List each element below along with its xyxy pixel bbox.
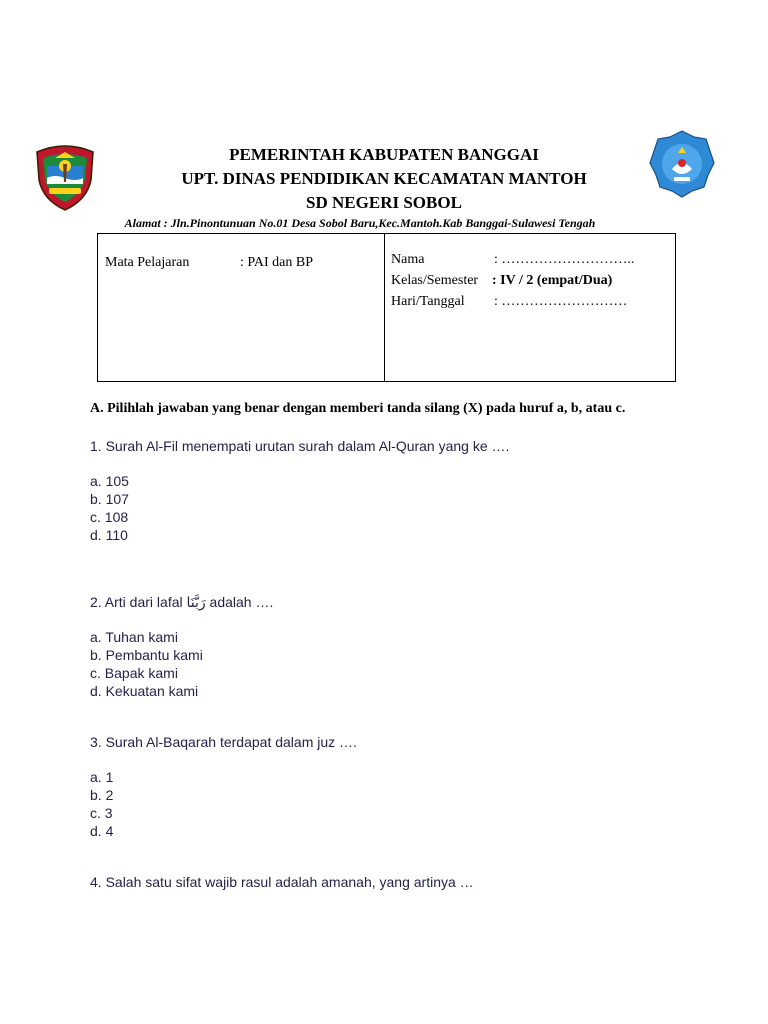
subject-label: Mata Pelajaran (105, 255, 190, 270)
date-field[interactable]: : ……………………… (494, 294, 628, 309)
school-address: Alamat : Jln.Pinontunuan No.01 Desa Sobol Baru,Kec.Mantoh.Kab Banggai-Sulawesi Tengah (124, 216, 596, 230)
question-2-option-d[interactable]: d. Kekuatan kami (90, 683, 199, 699)
question-3-option-b[interactable]: b. 2 (90, 787, 114, 803)
question-2-option-c[interactable]: c. Bapak kami (90, 665, 178, 681)
question-1: 1. Surah Al-Fil menempati urutan surah dalam Al-Quran yang ke …. (90, 438, 510, 454)
question-2-suffix: adalah …. (205, 594, 274, 610)
student-info-box (97, 233, 676, 382)
question-2-arabic: رَبَّنَا (186, 595, 206, 611)
question-4: 4. Salah satu sifat wajib rasul adalah amanah, yang artinya … (90, 874, 474, 890)
question-1-option-b[interactable]: b. 107 (90, 491, 129, 507)
question-3-option-d[interactable]: d. 4 (90, 823, 114, 839)
question-2 (90, 594, 273, 611)
date-label: Hari/Tanggal (391, 294, 465, 309)
info-box-divider (384, 234, 385, 381)
section-a-instruction: A. Pilihlah jawaban yang benar dengan memberi tanda silang (X) pada huruf a, b, atau c. (90, 401, 626, 416)
question-1-option-a[interactable]: a. 105 (90, 473, 129, 489)
name-field[interactable]: : ……………………….. (494, 252, 635, 267)
question-2-prefix: 2. Arti dari lafal (90, 594, 187, 610)
class-semester-value: : IV / 2 (empat/Dua) (492, 273, 613, 288)
class-semester-label: Kelas/Semester (391, 273, 479, 288)
question-3-option-c[interactable]: c. 3 (90, 805, 113, 821)
question-2-option-b[interactable]: b. Pembantu kami (90, 647, 203, 663)
header-line-3: SD NEGERI SOBOL (306, 193, 462, 212)
question-3-option-a[interactable]: a. 1 (90, 769, 114, 785)
header-line-2: UPT. DINAS PENDIDIKAN KECAMATAN MANTOH (181, 169, 587, 188)
subject-value: : PAI dan BP (240, 255, 314, 270)
name-label: Nama (391, 252, 425, 267)
question-1-option-d[interactable]: d. 110 (90, 527, 128, 543)
question-3: 3. Surah Al-Baqarah terdapat dalam juz …. (90, 734, 357, 750)
header-line-1: PEMERINTAH KABUPATEN BANGGAI (229, 145, 539, 164)
question-1-option-c[interactable]: c. 108 (90, 509, 129, 525)
question-2-option-a[interactable]: a. Tuhan kami (90, 629, 178, 645)
